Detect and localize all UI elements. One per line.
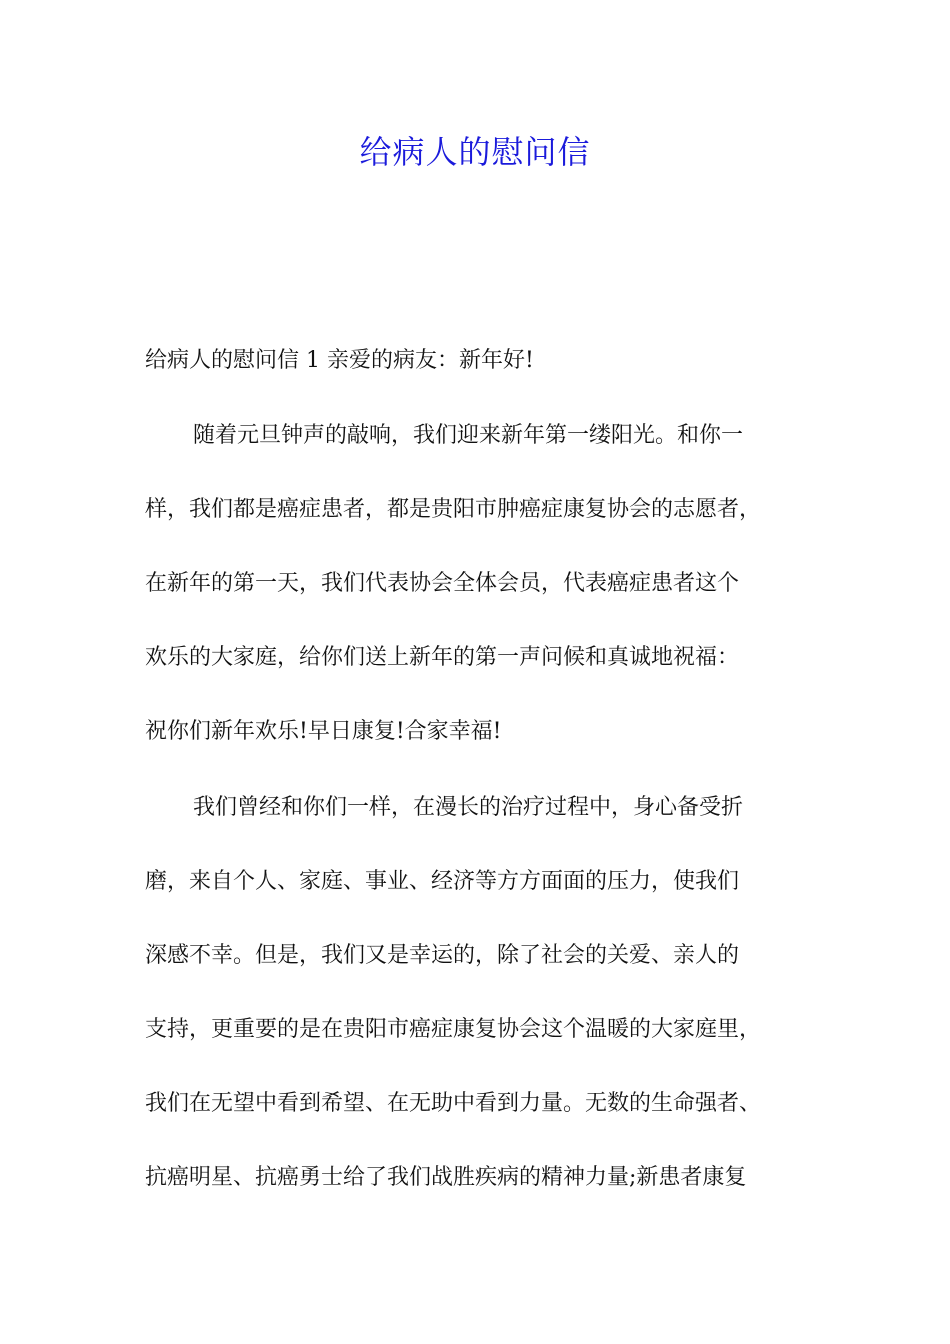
- paragraph-line: 深感不幸。但是，我们又是幸运的，除了社会的关爱、亲人的: [145, 943, 740, 968]
- paragraph-line: 磨，来自个人、家庭、事业、经济等方方面面的压力，使我们: [145, 869, 740, 894]
- paragraph-line: 支持，更重要的是在贵阳市癌症康复协会这个温暖的大家庭里，: [145, 1017, 762, 1042]
- paragraph-line: 抗癌明星、抗癌勇士给了我们战胜疾病的精神力量;新患者康复: [145, 1165, 747, 1190]
- salutation-line: 给病人的慰问信 1 亲爱的病友：新年好!: [145, 348, 534, 373]
- paragraph-line: 欢乐的大家庭，给你们送上新年的第一声问候和真诚地祝福：: [145, 645, 740, 670]
- paragraph-line: 我们曾经和你们一样，在漫长的治疗过程中，身心备受折: [193, 795, 744, 820]
- document-title: 给病人的慰问信: [359, 133, 591, 171]
- paragraph-line: 随着元旦钟声的敲响，我们迎来新年第一缕阳光。和你一: [193, 423, 744, 448]
- paragraph-line: 祝你们新年欢乐!早日康复!合家幸福!: [145, 719, 502, 744]
- paragraph-line: 我们在无望中看到希望、在无助中看到力量。无数的生命强者、: [145, 1091, 762, 1116]
- paragraph-line: 样，我们都是癌症患者，都是贵阳市肿癌症康复协会的志愿者，: [145, 497, 762, 522]
- paragraph-line: 在新年的第一天，我们代表协会全体会员，代表癌症患者这个: [145, 571, 740, 596]
